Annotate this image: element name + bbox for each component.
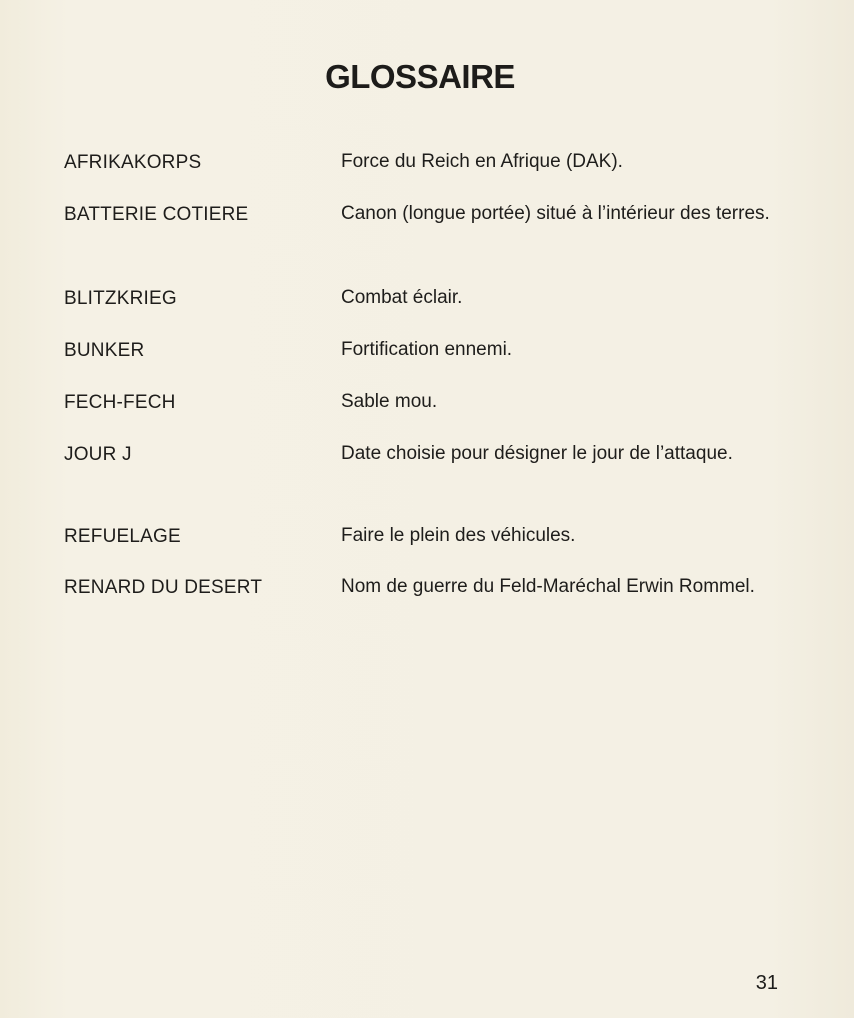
glossary-term: BUNKER bbox=[64, 340, 145, 361]
glossary-definition: Nom de guerre du Feld-Maréchal Erwin Rommel. bbox=[341, 576, 755, 597]
glossary-term: JOUR J bbox=[64, 444, 132, 465]
glossary-term: BLITZKRIEG bbox=[64, 288, 177, 309]
glossary-definition: Date choisie pour désigner le jour de l’attaque. bbox=[341, 443, 733, 464]
glossary-definition: Canon (longue portée) situé à l’intérieur des terres. bbox=[341, 203, 770, 224]
page-title: GLOSSAIRE bbox=[325, 58, 515, 95]
glossary-definition: Fortification ennemi. bbox=[341, 339, 513, 360]
glossary-term: FECH-FECH bbox=[64, 392, 176, 413]
glossary-definition: Faire le plein des véhicules. bbox=[341, 525, 576, 546]
page-number: 31 bbox=[755, 972, 778, 994]
glossary-term: BATTERIE COTIERE bbox=[64, 204, 249, 225]
glossary-term: REFUELAGE bbox=[64, 526, 181, 547]
glossary-term: AFRIKAKORPS bbox=[64, 152, 202, 173]
glossary-definition: Combat éclair. bbox=[341, 287, 463, 308]
glossary-definition: Force du Reich en Afrique (DAK). bbox=[341, 151, 623, 172]
glossary-definition: Sable mou. bbox=[341, 391, 438, 412]
glossary-term: RENARD DU DESERT bbox=[64, 577, 263, 598]
